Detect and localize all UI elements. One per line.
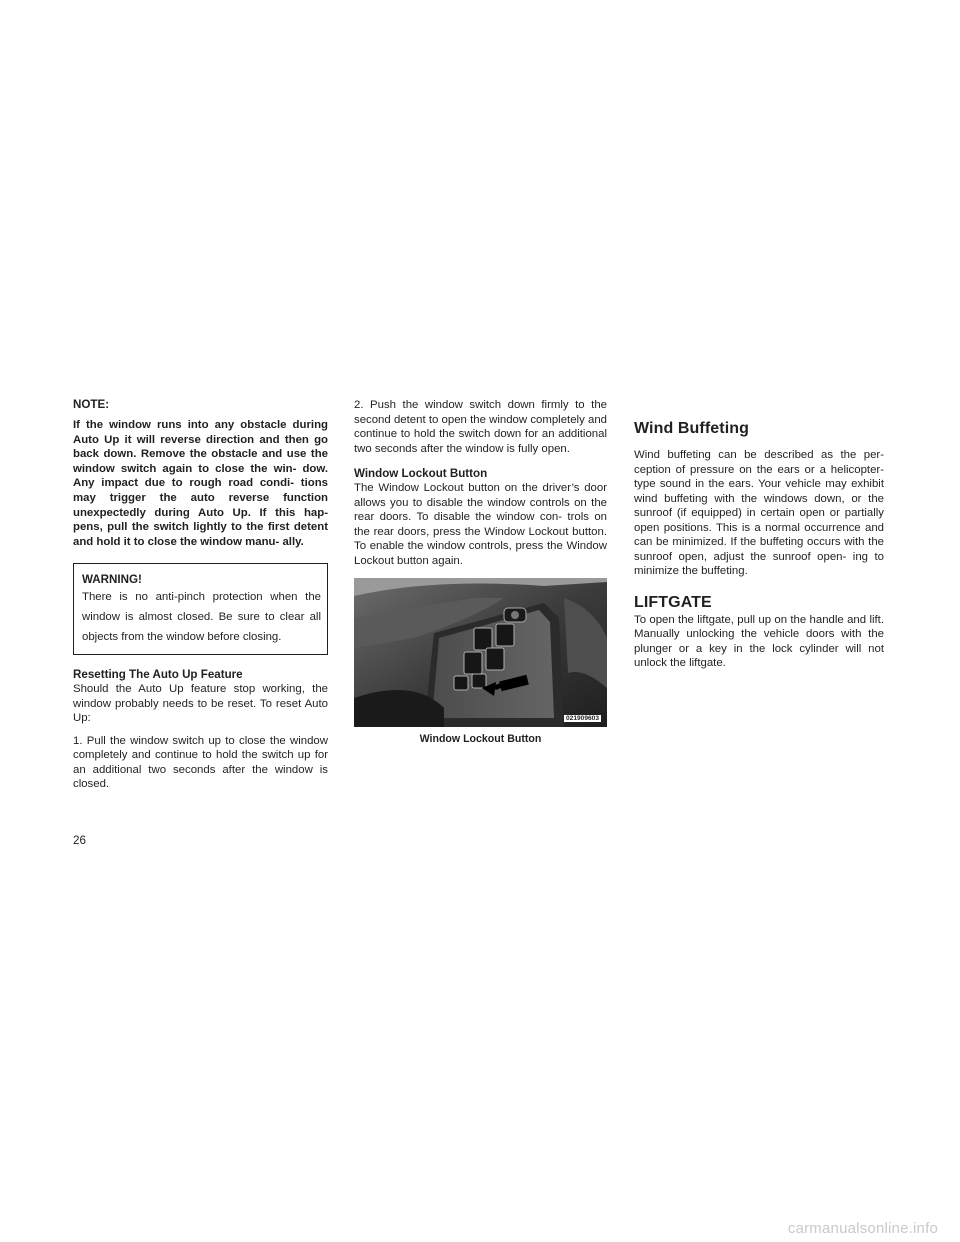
wind-buffeting-heading: Wind Buffeting bbox=[634, 420, 750, 437]
reset-heading: Resetting The Auto Up Feature bbox=[73, 668, 243, 682]
door-panel-illustration bbox=[354, 578, 607, 727]
page-number: 26 bbox=[73, 834, 86, 847]
column-left bbox=[73, 398, 328, 792]
watermark: carmanualsonline.info bbox=[787, 1220, 938, 1237]
note-body: If the window runs into any obstacle during Auto Up it will reverse direction and then go back down. Remove the obstacle and use the window switch again to close the win- dow. Any impact due to rough road condi- tions may trigger the auto reverse function unexpectedly during Auto Up. If this hap- pens, pull the switch lightly to the first detent and hold it to close the window manu- ally. bbox=[73, 419, 328, 548]
liftgate-heading: LIFTGATE bbox=[634, 593, 712, 611]
column-right bbox=[634, 398, 884, 671]
reset-body: Should the Auto Up feature stop working, the window probably needs to be reset. To reset Auto Up: bbox=[73, 683, 328, 725]
window-switch-photo bbox=[354, 578, 607, 727]
figure-code: 021909603 bbox=[565, 715, 599, 722]
warning-body: There is no anti-pinch protection when the window is almost closed. Be sure to clear all objects from the window before closing. bbox=[82, 591, 321, 644]
liftgate-body: To open the liftgate, pull up on the handle and lift. Manually unlocking the vehicle doors with the plunger or a key in the lock cylinder will not unlock the liftgate. bbox=[634, 613, 884, 669]
step-2: 2. Push the window switch down firmly to the second detent to open the window completely and continue to hold the switch down for an additional two seconds after the window is fully open. bbox=[354, 399, 607, 455]
lockout-body: The Window Lockout button on the driver’s door allows you to disable the window controls on the rear doors. To disable the window con- trols on the rear doors, press the Window Lockout button. To enable the window controls, press the Window Lockout button again. bbox=[354, 482, 607, 567]
column-middle bbox=[354, 398, 607, 745]
step-1: 1. Pull the window switch up to close the window completely and continue to hold the switch up for an additional two seconds after the window is closed. bbox=[73, 734, 328, 791]
warning-title: WARNING! bbox=[82, 573, 142, 587]
lockout-heading: Window Lockout Button bbox=[354, 467, 488, 480]
figure-caption: Window Lockout Button bbox=[419, 733, 542, 745]
wind-buffeting-body: Wind buffeting can be described as the per- ception of pressure on the ears or a helicopter- type sound in the ears. Your vehicle may exhibit wind buffeting with the windows down, or the sunroof (if equipped) in certain open or partially open positions. This is a normal occurrence and can be minimized. If the buffeting occurs with the sunroof open, adjust the sunroof open- ing to minimize the buffeting. bbox=[634, 449, 884, 577]
warning-box bbox=[73, 563, 328, 655]
note-title: NOTE: bbox=[73, 398, 110, 411]
